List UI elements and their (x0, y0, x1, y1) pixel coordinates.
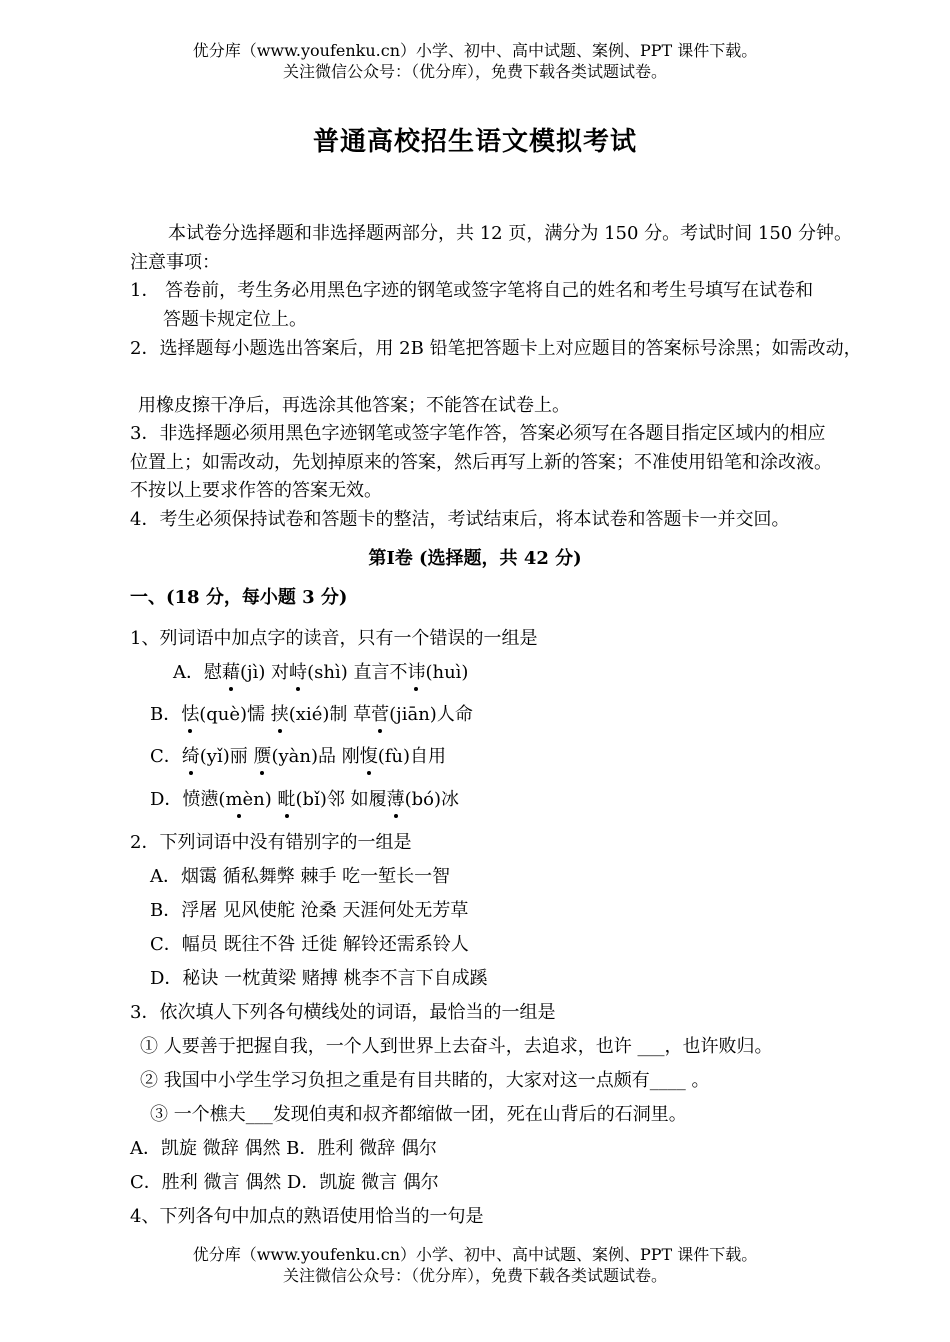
question-1-stem: 1、列词语中加点字的读音，只有一个错误的一组是 (130, 628, 538, 649)
notice-line: 1． 答卷前，考生务必用黑色字迹的钢笔或签字笔将自己的姓名和考生号填写在试卷和 (130, 280, 814, 301)
question-1-option-c: C．绮(yǐ)丽 赝(yàn)品 刚愎(fù)自用 (150, 746, 447, 767)
notice-line: 答题卡规定位上。 (163, 309, 307, 330)
question-1-option-a: A．慰藉(jì) 对峙(shì) 直言不讳(huì) (173, 662, 469, 683)
notice-line: 用橡皮擦干净后，再选涂其他答案；不能答在试卷上。 (138, 395, 570, 416)
question-2-option: A．烟霭 循私舞弊 棘手 吃一堑长一智 (150, 866, 451, 887)
question-3-stem: 3．依次填人下列各句横线处的词语，最恰当的一组是 (130, 1002, 556, 1023)
question-3-sentence: ① 人要善于把握自我，一个人到世界上去奋斗，去追求，也许 ___，也许败归。 (140, 1036, 773, 1057)
section-heading: 一、(18 分，每小题 3 分) (130, 587, 348, 608)
footer-line-1: 优分库（www.youfenku.cn）小学、初中、高中试题、案例、PPT 课件下载。 (192, 1245, 758, 1264)
question-4-stem: 4、下列各句中加点的熟语使用恰当的一句是 (130, 1206, 484, 1227)
question-2-option: D．秘诀 一枕黄梁 赌搏 桃李不言下自成蹊 (150, 968, 488, 989)
question-3-sentence: ③ 一个樵夫___发现伯夷和叔齐都缩做一团，死在山背后的石洞里。 (150, 1104, 687, 1125)
notice-title: 注意事项： (130, 252, 220, 273)
page-footer (0, 1244, 950, 1286)
notice-line: 3．非选择题必须用黑色字迹钢笔或签字笔作答，答案必须写在各题目指定区域内的相应 (130, 423, 826, 444)
question-2-stem: 2．下列词语中没有错别字的一组是 (130, 832, 412, 853)
question-2-option: B．浮屠 见风使舵 沧桑 天涯何处无芳草 (150, 900, 469, 921)
footer-line-2: 关注微信公众号：（优分库），免费下载各类试题试卷。 (282, 1266, 667, 1285)
notice-line: 不按以上要求作答的答案无效。 (130, 480, 382, 501)
intro-paragraph: 本试卷分选择题和非选择题两部分，共 12 页，满分为 150 分。考试时间 150 分钟。 (168, 223, 852, 244)
question-2-option: C．幅员 既往不咎 迁徙 解铃还需系铃人 (150, 934, 469, 955)
question-3-options-ab: A．凯旋 微辞 偶然 B．胜利 微辞 偶尔 (130, 1138, 437, 1159)
notice-line: 4．考生必须保持试卷和答题卡的整洁，考试结束后，将本试卷和答题卡一并交回。 (130, 509, 790, 530)
question-3-options-cd: C．胜利 微言 偶然 D．凯旋 微言 偶尔 (130, 1172, 439, 1193)
header-line-2: 关注微信公众号：（优分库），免费下载各类试题试卷。 (282, 62, 667, 81)
question-1-option-d: D．愤懑(mèn) 毗(bǐ)邻 如履薄(bó)冰 (150, 789, 459, 810)
question-1-option-b: B．怯(què)懦 挟(xié)制 草菅(jiān)人命 (150, 704, 473, 725)
part-title: 第Ⅰ卷 (选择题，共 42 分) (368, 548, 582, 569)
page-header (0, 40, 950, 82)
question-3-sentence: ② 我国中小学生学习负担之重是有目共睹的，大家对这一点颇有____ 。 (140, 1070, 710, 1091)
header-line-1: 优分库（www.youfenku.cn）小学、初中、高中试题、案例、PPT 课件下载。 (192, 41, 758, 60)
notice-line: 2．选择题每小题选出答案后，用 2B 铅笔把答题卡上对应题目的答案标号涂黑；如需改动， (130, 338, 862, 359)
exam-title: 普通高校招生语文模拟考试 (312, 127, 637, 157)
notice-line: 位置上；如需改动，先划掉原来的答案，然后再写上新的答案；不准使用铅笔和涂改液。 (130, 452, 832, 473)
